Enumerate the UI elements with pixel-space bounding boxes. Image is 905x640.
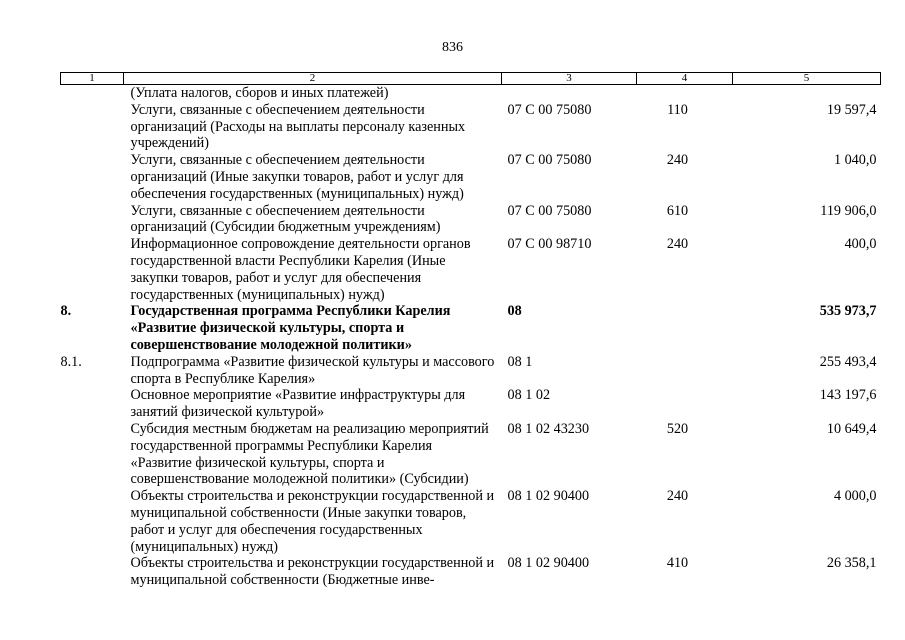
- row-amount: 10 649,4: [826, 420, 877, 437]
- row-amount: 19 597,4: [826, 101, 877, 118]
- row-description: Услуги, связанные с обеспечением деятельности организаций (Расходы на выплаты персоналу казенных учреждений): [130, 101, 466, 152]
- table-row: [61, 102, 881, 152]
- row-description: Подпрограмма «Развитие физической культуры и массового спорта в Республике Карелия»: [130, 353, 495, 387]
- column-header: 3: [502, 73, 637, 85]
- row-description: Услуги, связанные с обеспечением деятельности организаций (Субсидии бюджетным учреждениям): [130, 202, 441, 236]
- column-header: 4: [637, 73, 733, 85]
- row-number: [61, 152, 124, 202]
- row-description: (Уплата налогов, сборов и иных платежей): [130, 85, 389, 101]
- row-description: Основное мероприятие «Развитие инфраструктуры для занятий физической культурой»: [130, 387, 466, 421]
- row-target-code: 08 1 02 90400: [507, 555, 590, 572]
- row-description: Услуги, связанные с обеспечением деятельности организаций (Иные закупки товаров, работ и услуг для обеспечения государственных (муниципальных) нужд): [130, 152, 464, 202]
- column-header: 2: [124, 73, 502, 85]
- column-header: 5: [733, 73, 881, 85]
- table-row: [61, 85, 881, 102]
- row-amount: 143 197,6: [819, 387, 877, 404]
- row-amount: 400,0: [844, 236, 877, 253]
- row-target-code: [502, 85, 637, 102]
- row-amount: 119 906,0: [820, 202, 877, 219]
- row-amount: 535 973,7: [819, 303, 877, 320]
- row-target-code: 08 1 02: [507, 387, 551, 404]
- budget-table: [60, 72, 881, 589]
- row-number: [61, 85, 124, 102]
- table-row: [61, 354, 881, 388]
- row-expense-type: 240: [666, 236, 689, 253]
- row-number: [61, 421, 124, 488]
- row-expense-type: 410: [666, 555, 689, 572]
- row-target-code: 08: [507, 303, 522, 320]
- row-description: Государственная программа Республики Карелия «Развитие физической культуры, спорта и совершенствование молодежной политики»: [130, 303, 451, 353]
- row-description: Информационное сопровождение деятельности органов государственной власти Республики Карелия (Иные закупки товаров, работ и услуг для обеспечения государственных (муниципальных) нужд): [130, 236, 471, 303]
- row-target-code: 07 С 00 75080: [507, 152, 592, 169]
- row-amount: 26 358,1: [826, 555, 877, 572]
- row-target-code: 08 1 02 90400: [507, 488, 590, 505]
- table-row: [61, 303, 881, 353]
- table-row: [61, 488, 881, 555]
- row-expense-type: 610: [666, 202, 689, 219]
- row-amount: 1 040,0: [833, 152, 877, 169]
- table-row: [61, 387, 881, 421]
- row-amount: [733, 85, 881, 102]
- table-row: [61, 203, 881, 237]
- row-number: [61, 203, 124, 237]
- row-number: [61, 236, 124, 303]
- page-number: 836: [442, 40, 463, 55]
- row-target-code: 07 С 00 75080: [507, 202, 592, 219]
- row-expense-type: [637, 85, 733, 102]
- row-expense-type: 240: [666, 152, 689, 169]
- row-expense-type: [637, 387, 733, 421]
- table-row: [61, 236, 881, 303]
- table-row: [61, 555, 881, 589]
- row-number: [61, 555, 124, 589]
- row-target-code: 07 С 00 75080: [507, 101, 592, 118]
- row-target-code: 07 С 00 98710: [507, 236, 592, 253]
- row-number: 8.1.: [60, 353, 82, 370]
- row-amount: 4 000,0: [833, 488, 877, 505]
- row-number: 8.: [60, 303, 72, 320]
- row-expense-type: 240: [666, 488, 689, 505]
- column-header: 1: [61, 73, 124, 85]
- row-amount: 255 493,4: [819, 353, 877, 370]
- table-row: [61, 152, 881, 202]
- row-description: Объекты строительства и реконструкции государственной и муниципальной собственности (Иные закупки товаров, работ и услуг для обеспечения государственных (муниципальных) нужд): [130, 488, 495, 555]
- row-expense-type: 520: [666, 420, 689, 437]
- row-number: [61, 387, 124, 421]
- row-expense-type: [637, 303, 733, 353]
- table-row: [61, 421, 881, 488]
- row-expense-type: 110: [667, 101, 688, 118]
- row-target-code: 08 1: [507, 353, 533, 370]
- row-expense-type: [637, 354, 733, 388]
- row-number: [61, 102, 124, 152]
- row-number: [61, 488, 124, 555]
- row-description: Субсидия местным бюджетам на реализацию мероприятий государственной программы Республики Карелия «Развитие физической культуры, спорта и совершенствование молодежной политики» (Субсидии): [130, 420, 489, 488]
- row-description: Объекты строительства и реконструкции государственной и муниципальной собственности (Бюджетные инве-: [130, 555, 495, 589]
- row-target-code: 08 1 02 43230: [507, 420, 590, 437]
- column-number-header-row: [61, 73, 881, 85]
